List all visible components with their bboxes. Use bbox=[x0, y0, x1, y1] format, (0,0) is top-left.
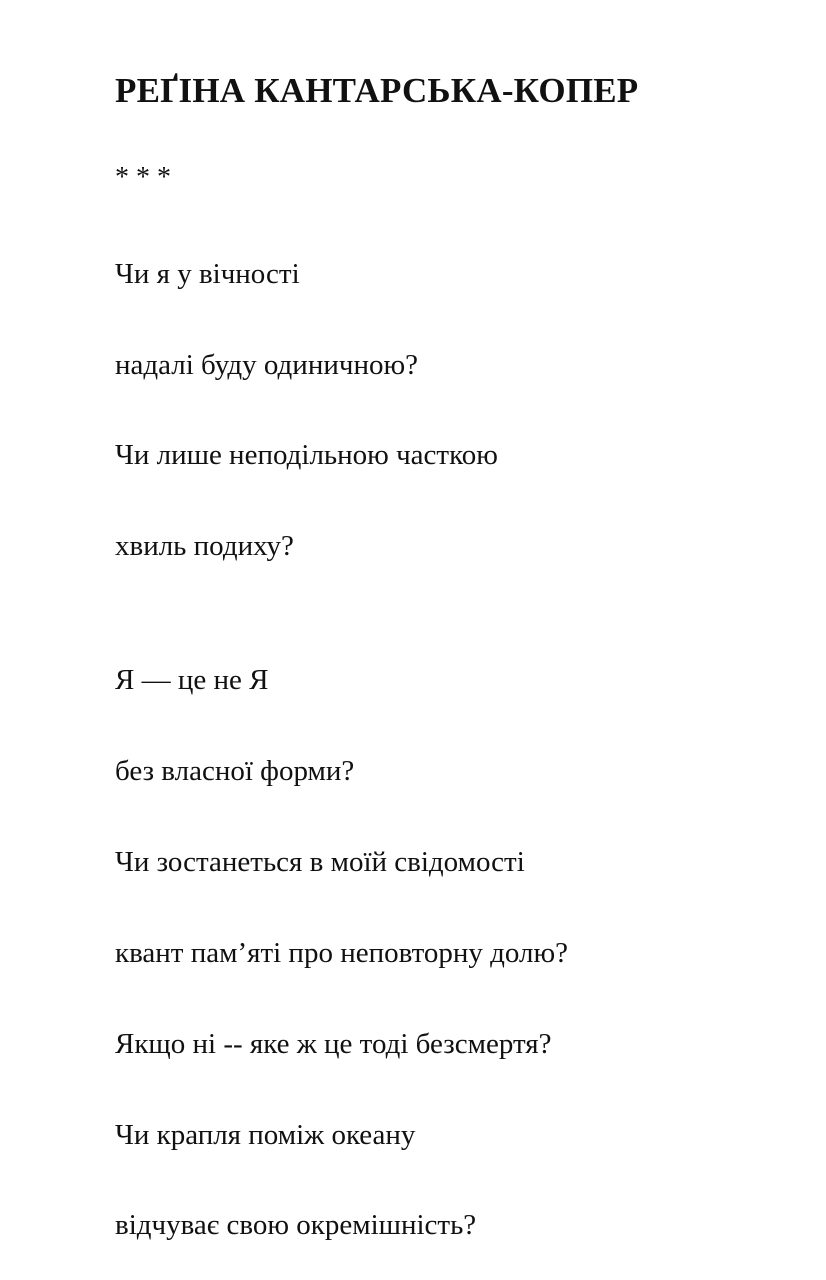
poem-line: Якщо ні -- яке ж це тоді безсмертя? bbox=[115, 1028, 552, 1060]
poem-line: Чи крапля поміж океану bbox=[115, 1119, 416, 1151]
section-separator: * * * bbox=[115, 162, 171, 193]
poem-line: Чи я у вічності bbox=[115, 258, 300, 290]
poem-line: Чи лише неподільною часткою bbox=[115, 439, 498, 471]
poem-line: хвиль подиху? bbox=[115, 530, 294, 562]
poem-line: Я — це не Я bbox=[115, 664, 269, 696]
poem-line: квант пам’яті про неповторну долю? bbox=[115, 937, 569, 969]
poem-line: Чи зостанеться в моїй свідомості bbox=[115, 846, 525, 878]
poem-line: відчуває свою окремішність? bbox=[115, 1209, 477, 1241]
poem-line: надалі буду одиничною? bbox=[115, 349, 418, 381]
author-heading: РЕҐІНА КАНТАРСЬКА-КОПЕР bbox=[115, 71, 639, 110]
poem-line: без власної форми? bbox=[115, 755, 355, 787]
